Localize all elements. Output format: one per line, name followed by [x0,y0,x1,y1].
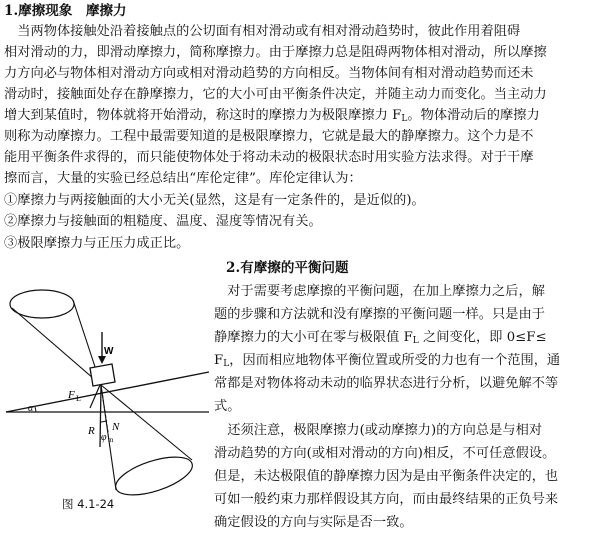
friction-angle-label: φ [101,432,107,443]
reaction-label: R [88,425,95,437]
section-2-heading: 2.有摩擦的平衡问题 [226,260,349,276]
paragraph-text: ，因而相应地物体平衡位置或所受的力也有一个范围，通 [229,353,561,368]
symbol-subscript: L [401,114,408,124]
paragraph-text: 。物体滑动后的摩擦力 [407,108,540,123]
paragraph-line: 题的步骤和方法就和没有摩擦的平衡问题一样。只是由于 [214,307,545,322]
law-item: ②摩擦力与接触面的粗糙度、温度、湿度等情况有关。 [4,214,322,229]
paragraph-line: 则称为动摩擦力。工程中最需要知道的是极限摩擦力，它就是最大的静摩擦力。这个力是不 [4,129,534,144]
paragraph-line: 力方向必与物体相对滑动方向或相对滑动趋势的方向相反。当物体间有相对滑动趋势而还未 [4,66,534,81]
incline-angle-arc [35,407,36,412]
paragraph-line: 当两物体接触处沿着接触点的公切面有相对滑动或有相对滑动趋势时，彼此作用着阻碍 [4,24,521,39]
paragraph-line: 滑动趋势的方向(或相对滑动的方向)相反，不可任意假设。 [214,446,556,461]
upper-cone-rim [10,290,74,318]
law-item: ①摩擦力与两接触面的大小无关(显然，这是有一定条件的，是近似的)。 [4,193,425,208]
paragraph-line-with-symbol [4,106,584,129]
friction-force-arrow [90,385,100,408]
paragraph-line-with-symbol [214,351,586,374]
paragraph-text: 之间变化，即 0≤F≤ [418,330,547,345]
friction-angle-arc [101,421,106,422]
paragraph-text: 增大到某值时，物体就将开始滑动，称这时的摩擦力为极限摩擦力 F [4,108,402,123]
paragraph-line: 还须注意，极限摩擦力(或动摩擦力)的方向总是与相对 [214,423,543,438]
paragraph-line: 能用平衡条件求得的，而只能使物体处于将动未动的极限状态时用实验方法求得。对于干摩 [4,150,534,165]
paragraph-line: 式。 [214,399,241,414]
friction-angle-sub: m [108,436,114,444]
paragraph-line-with-symbol [214,328,586,351]
figure-caption: 图 4.1-24 [62,497,115,511]
paragraph-line: 但是，未达极限值的静摩擦力因为是由平衡条件决定的，也 [214,469,559,484]
paragraph-line: 常都是对物体将动未动的临界状态进行分析，以避免解不等 [214,376,559,391]
section-1-heading: 1.摩擦现象 摩擦力 [4,3,127,19]
symbol-text: F [214,353,224,368]
incline-angle-label: α [28,403,34,414]
paragraph-line: 擦而言，大量的实验已经总结出“库伦定律”。库伦定律认为： [4,171,362,186]
paragraph-line: 对于需要考虑摩擦的平衡问题，在加上摩擦力之后，解 [214,284,545,299]
paragraph-line: 滑动时，接触面处存在静摩擦力，它的大小可由平衡条件决定，并随主动力而变化。当主动力 [4,87,547,102]
friction-force-label: F [68,389,75,401]
friction-force-sub: L [76,394,81,403]
block [90,364,115,386]
paragraph-line: 相对滑动的力，即滑动摩擦力，简称摩擦力。由于摩擦力总是阻碍两物体相对滑动，所以摩擦 [4,45,547,60]
upper-cone-edge [12,308,101,385]
lower-cone-rim [111,449,196,502]
law-item: ③极限摩擦力与正压力成正比。 [4,236,190,251]
paragraph-line: 可如一般约束力那样假设其方向，而由最终结果的正负号来 [214,492,559,507]
weight-arrowhead [98,356,106,364]
symbol-subscript: L [412,336,419,346]
symbol-subscript: L [223,359,230,369]
friction-cone-diagram [4,262,212,502]
normal-label: N [112,421,120,433]
weight-label: W [104,346,114,357]
friction-cone-figure [4,262,212,502]
paragraph-line: 确定假设的方向与实际是否一致。 [214,515,413,530]
paragraph-text: 静摩擦力的大小可在零与极限值 F [214,330,413,345]
